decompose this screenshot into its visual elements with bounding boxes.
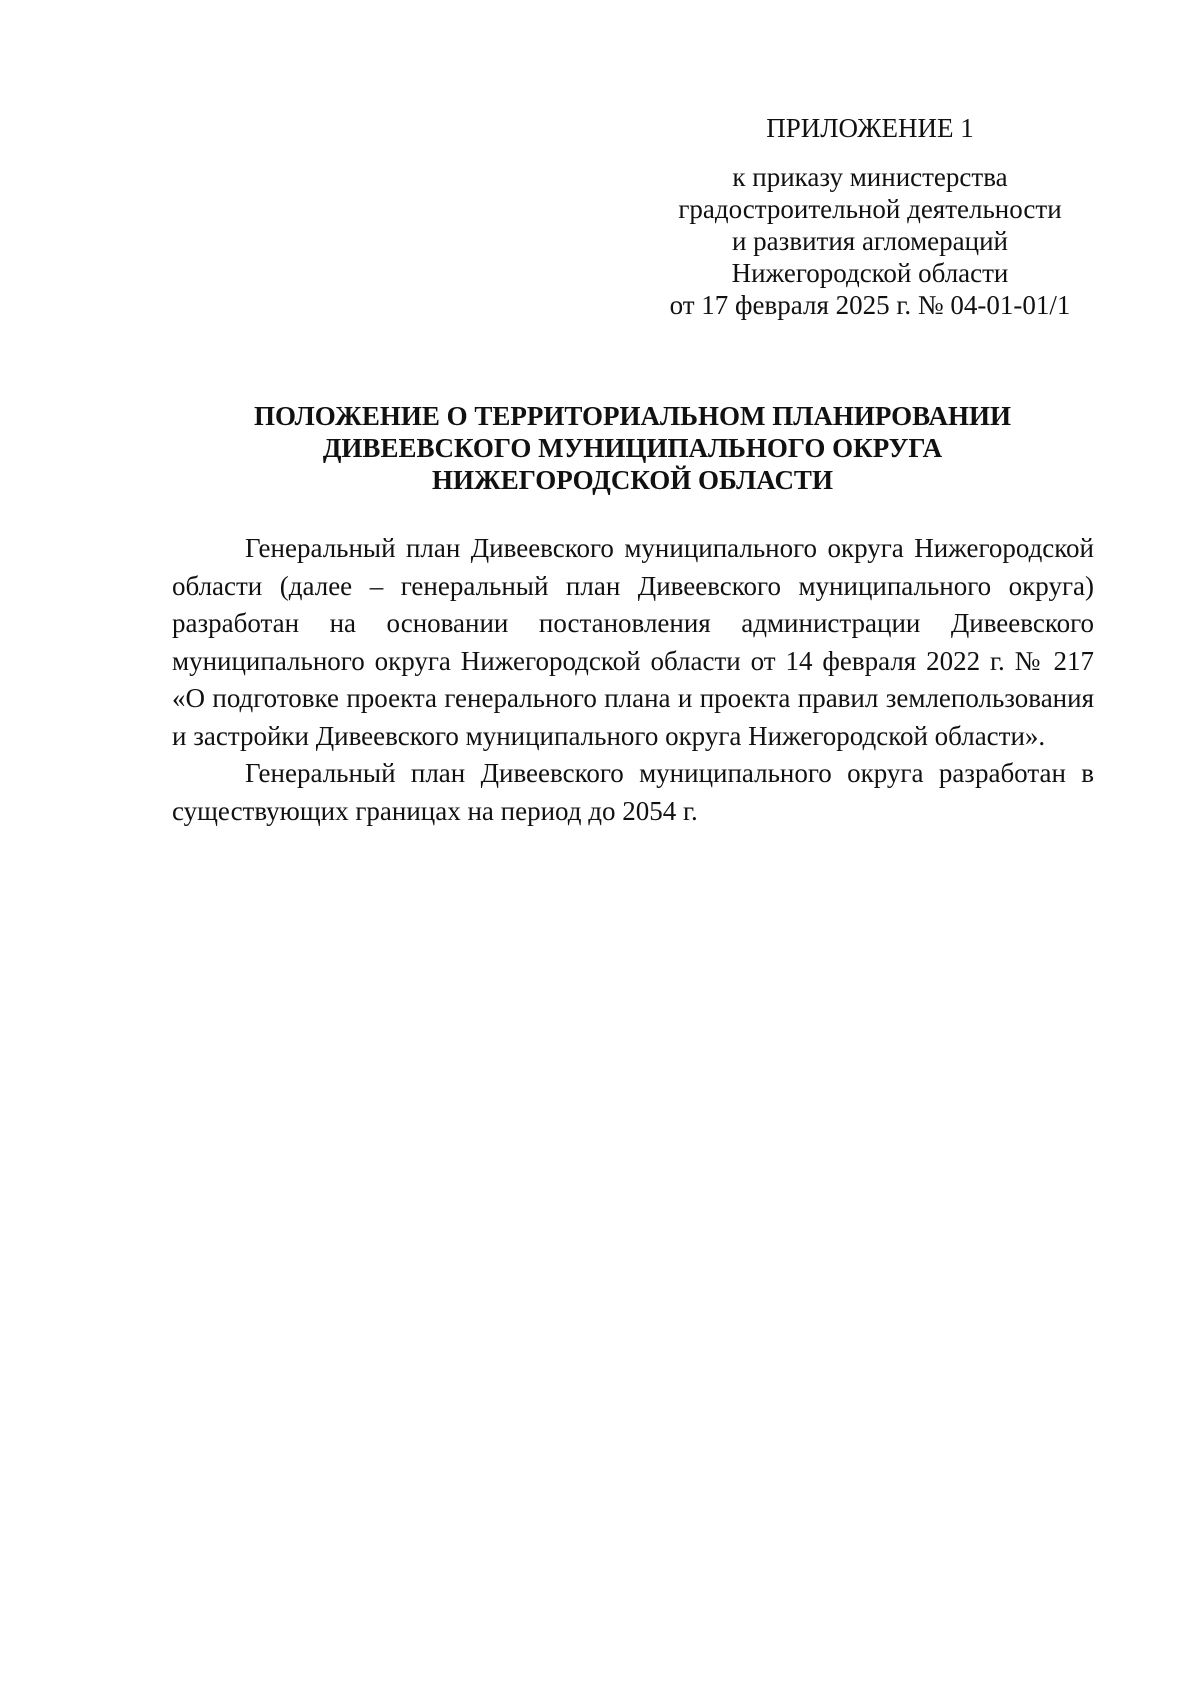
document-title-line: ПОЛОЖЕНИЕ О ТЕРРИТОРИАЛЬНОМ ПЛАНИРОВАНИИ	[254, 401, 1011, 431]
body-paragraph: Генеральный план Дивеевского муниципального округа Нижегородской области (далее – генеральный план Дивеевского муниципального округа) разработан на основании постановления администрации Дивеевского муниципального округа Нижегородской области от 14 февраля 2022 г. № 217 «О подготовке проекта генерального плана и проекта правил землепользования и застройки Дивеевского муниципального округа Нижегородской области».	[172, 533, 1094, 751]
document-title	[160, 400, 1105, 496]
document-body	[172, 530, 1094, 830]
appendix-line: градостроительной деятельности	[678, 194, 1062, 224]
appendix-line: к приказу министерства	[732, 162, 1008, 192]
appendix-line: и развития агломераций	[731, 226, 1008, 256]
body-paragraph: Генеральный план Дивеевского муниципального округа разработан в существующих границах на период до 2054 г.	[172, 758, 1094, 826]
appendix-line: Нижегородской области	[731, 258, 1009, 288]
appendix-block	[640, 112, 1100, 321]
document-title-line: НИЖЕГОРОДСКОЙ ОБЛАСТИ	[432, 465, 833, 495]
appendix-line: от 17 февраля 2025 г. № 04-01-01/1	[669, 290, 1071, 320]
appendix-title: ПРИЛОЖЕНИЕ 1	[766, 113, 974, 143]
document-title-line: ДИВЕЕВСКОГО МУНИЦИПАЛЬНОГО ОКРУГА	[322, 433, 943, 463]
